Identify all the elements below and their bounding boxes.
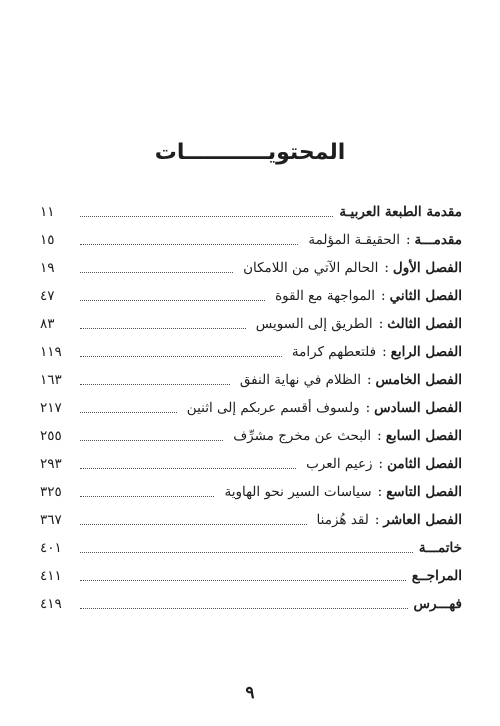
dot-leader bbox=[80, 381, 230, 385]
toc-chapter-title: الحالم الآتي من اللامكان bbox=[243, 260, 379, 276]
toc-page-number: ٢١٧ bbox=[40, 400, 62, 416]
toc-page-number: ١٩ bbox=[40, 260, 55, 276]
toc-chapter-title: سياسات السير نحو الهاوية bbox=[224, 484, 372, 500]
dot-leader bbox=[80, 577, 406, 581]
toc-chapter-title: ولسوف أقسم عربكم إلى اثنين bbox=[186, 400, 360, 416]
toc-entry-label: الفصل السابع bbox=[385, 428, 462, 444]
dot-leader bbox=[80, 241, 298, 245]
toc-page-number: ٤١٩ bbox=[40, 596, 62, 612]
toc-chapter-title: لقد هُزمنا bbox=[316, 512, 369, 528]
toc-entry bbox=[40, 254, 462, 278]
toc-chapter-title: الحقيقـة المؤلمة bbox=[308, 232, 400, 248]
toc-chapter-title: فلتعطهم كرامة bbox=[291, 344, 377, 360]
toc-entry-label: مقدمـــة bbox=[414, 232, 462, 248]
toc-separator: : bbox=[378, 316, 384, 332]
toc-separator: : bbox=[374, 512, 380, 528]
toc-entry bbox=[40, 534, 462, 558]
toc-page-number: ٢٩٣ bbox=[40, 456, 62, 472]
dot-leader bbox=[80, 465, 296, 469]
toc-entry-label: الفصل التاسع bbox=[386, 484, 462, 500]
toc-entry bbox=[40, 310, 462, 334]
toc-entry-label: الفصل العاشر bbox=[383, 512, 462, 528]
toc-page-number: ١١٩ bbox=[40, 344, 62, 360]
toc-entry bbox=[40, 338, 462, 362]
dot-leader bbox=[80, 521, 307, 525]
toc-entry bbox=[40, 478, 462, 502]
page-title: المحتويـــــــــــات bbox=[154, 140, 346, 165]
toc-page-number: ٤٠١ bbox=[40, 540, 62, 556]
toc-separator: : bbox=[366, 372, 372, 388]
toc-page-number: ٤٧ bbox=[40, 288, 55, 304]
toc-entry bbox=[40, 562, 462, 586]
toc-entry bbox=[40, 590, 462, 614]
toc-separator: : bbox=[365, 400, 371, 416]
dot-leader bbox=[80, 605, 408, 609]
toc-chapter-title: البحث عن مخرج مشرِّف bbox=[233, 428, 372, 444]
dot-leader bbox=[80, 437, 223, 441]
toc-entry bbox=[40, 366, 462, 390]
dot-leader bbox=[80, 325, 246, 329]
toc-chapter-title: الطريق إلى السويس bbox=[255, 316, 373, 332]
toc-entry bbox=[40, 422, 462, 446]
toc-page-number: ٨٣ bbox=[40, 316, 55, 332]
toc-entry-label: الفصل الثاني bbox=[389, 288, 462, 304]
toc-entry bbox=[40, 394, 462, 418]
toc-separator: : bbox=[378, 456, 384, 472]
toc-entry-label: المراجــع bbox=[411, 568, 462, 584]
toc-chapter-title: زعيم العرب bbox=[306, 456, 373, 472]
dot-leader bbox=[80, 269, 233, 273]
dot-leader bbox=[80, 493, 214, 497]
toc-page-number: ٤١١ bbox=[40, 568, 62, 584]
toc-page-number: ١١ bbox=[40, 204, 55, 220]
toc-entry-label: الفصل السادس bbox=[374, 400, 462, 416]
dot-leader bbox=[80, 213, 333, 217]
toc-entry-label: الفصل الرابع bbox=[390, 344, 462, 360]
dot-leader bbox=[80, 353, 282, 357]
toc-entry-label: الفصل الثالث bbox=[387, 316, 462, 332]
toc-entry-label: مقدمة الطبعة العربيـة bbox=[339, 204, 462, 220]
dot-leader bbox=[80, 409, 177, 413]
toc-entry bbox=[40, 282, 462, 306]
toc-entry-label: الفصل الخامس bbox=[375, 372, 462, 388]
toc-entry-label: خاتمـــة bbox=[418, 540, 462, 556]
toc-page-number: ٣٦٧ bbox=[40, 512, 62, 528]
toc-separator: : bbox=[381, 288, 386, 304]
toc-page-number: ١٥ bbox=[40, 232, 55, 248]
toc-chapter-title: المواجهة مع القوة bbox=[275, 288, 376, 304]
toc-page-number: ٢٥٥ bbox=[40, 428, 62, 444]
toc-separator: : bbox=[384, 260, 389, 276]
dot-leader bbox=[80, 297, 265, 301]
toc-page-number: ٣٢٥ bbox=[40, 484, 62, 500]
toc-separator: : bbox=[405, 232, 411, 248]
toc-entry-label: الفصل الثامن bbox=[387, 456, 462, 472]
dot-leader bbox=[80, 549, 413, 553]
page-number: ٩ bbox=[245, 683, 255, 703]
toc-entry-label: فهـــرس bbox=[413, 596, 462, 612]
toc-separator: : bbox=[377, 484, 383, 500]
toc-entry-label: الفصل الأول bbox=[392, 260, 462, 276]
toc-page-number: ١٦٣ bbox=[40, 372, 62, 388]
toc-entry bbox=[40, 198, 462, 222]
toc-entry bbox=[40, 226, 462, 250]
toc-entry bbox=[40, 450, 462, 474]
toc-entry bbox=[40, 506, 462, 530]
toc-separator: : bbox=[382, 344, 387, 360]
toc-separator: : bbox=[377, 428, 382, 444]
toc-chapter-title: الظلام في نهاية النفق bbox=[239, 372, 361, 388]
